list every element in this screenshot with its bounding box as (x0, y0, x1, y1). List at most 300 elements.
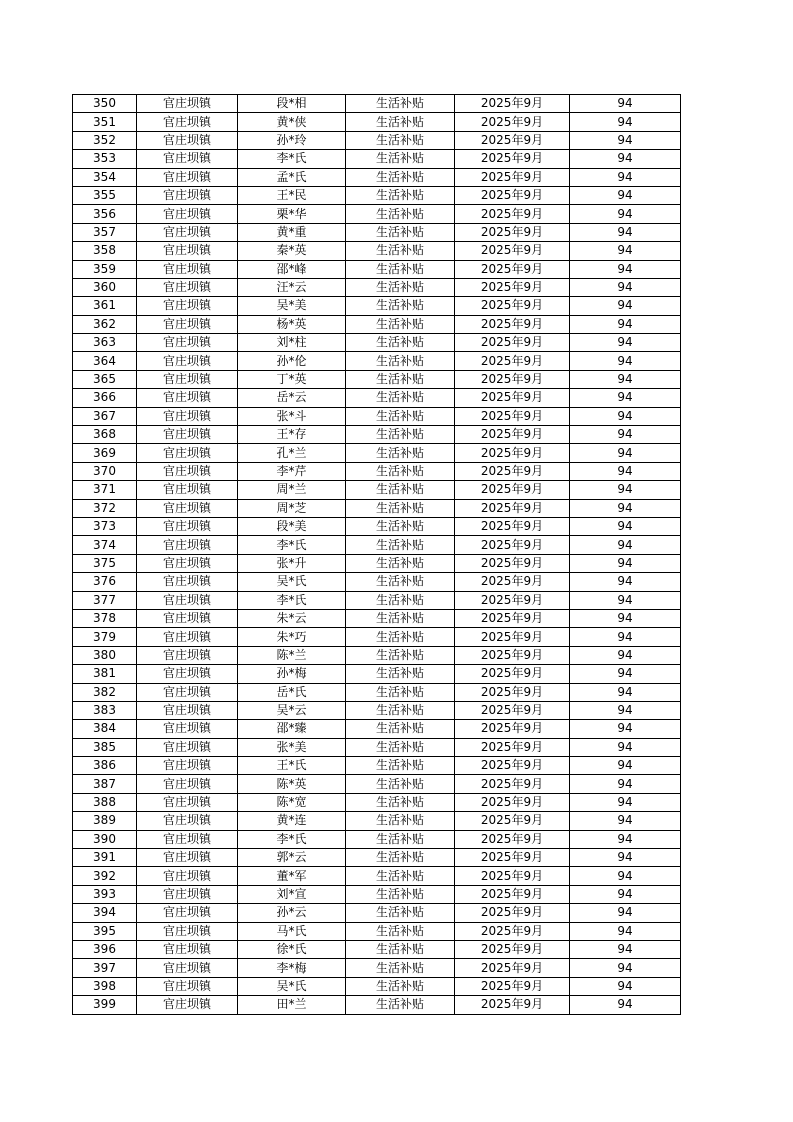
row-number-cell: 379 (73, 628, 137, 646)
table-row (73, 407, 681, 425)
row-number-cell: 381 (73, 665, 137, 683)
row-number-cell: 380 (73, 646, 137, 664)
table-row (73, 186, 681, 204)
town-cell: 官庄坝镇 (137, 867, 238, 885)
period-cell: 2025年9月 (455, 738, 570, 756)
table-row (73, 738, 681, 756)
name-cell: 丁*英 (238, 370, 346, 388)
row-number-cell: 371 (73, 481, 137, 499)
row-number-cell: 359 (73, 260, 137, 278)
subsidy-type-cell: 生活补贴 (346, 223, 455, 241)
amount-cell: 94 (570, 370, 681, 388)
name-cell: 李*芹 (238, 462, 346, 480)
row-number-cell: 378 (73, 609, 137, 627)
subsidy-type-cell: 生活补贴 (346, 812, 455, 830)
amount-cell: 94 (570, 628, 681, 646)
amount-cell: 94 (570, 113, 681, 131)
subsidy-type-cell: 生活补贴 (346, 701, 455, 719)
name-cell: 吴*氏 (238, 573, 346, 591)
row-number-cell: 357 (73, 223, 137, 241)
period-cell: 2025年9月 (455, 683, 570, 701)
table-row (73, 720, 681, 738)
subsidy-type-cell: 生活补贴 (346, 278, 455, 296)
town-cell: 官庄坝镇 (137, 462, 238, 480)
name-cell: 王*存 (238, 426, 346, 444)
town-cell: 官庄坝镇 (137, 517, 238, 535)
subsidy-type-cell: 生活补贴 (346, 849, 455, 867)
town-cell: 官庄坝镇 (137, 720, 238, 738)
subsidy-type-cell: 生活补贴 (346, 517, 455, 535)
table-row (73, 757, 681, 775)
town-cell: 官庄坝镇 (137, 278, 238, 296)
period-cell: 2025年9月 (455, 168, 570, 186)
table-row (73, 959, 681, 977)
amount-cell: 94 (570, 775, 681, 793)
table-row (73, 444, 681, 462)
subsidy-type-cell: 生活补贴 (346, 205, 455, 223)
amount-cell: 94 (570, 315, 681, 333)
row-number-cell: 387 (73, 775, 137, 793)
town-cell: 官庄坝镇 (137, 738, 238, 756)
amount-cell: 94 (570, 959, 681, 977)
town-cell: 官庄坝镇 (137, 904, 238, 922)
name-cell: 朱*巧 (238, 628, 346, 646)
subsidy-type-cell: 生活补贴 (346, 757, 455, 775)
row-number-cell: 389 (73, 812, 137, 830)
subsidy-type-cell: 生活补贴 (346, 904, 455, 922)
period-cell: 2025年9月 (455, 849, 570, 867)
table-row (73, 205, 681, 223)
row-number-cell: 377 (73, 591, 137, 609)
amount-cell: 94 (570, 793, 681, 811)
name-cell: 李*氏 (238, 150, 346, 168)
amount-cell: 94 (570, 536, 681, 554)
name-cell: 马*氏 (238, 922, 346, 940)
period-cell: 2025年9月 (455, 462, 570, 480)
table-row (73, 867, 681, 885)
row-number-cell: 356 (73, 205, 137, 223)
amount-cell: 94 (570, 278, 681, 296)
town-cell: 官庄坝镇 (137, 407, 238, 425)
amount-cell: 94 (570, 573, 681, 591)
subsidy-type-cell: 生活补贴 (346, 554, 455, 572)
table-row (73, 278, 681, 296)
name-cell: 孙*梅 (238, 665, 346, 683)
town-cell: 官庄坝镇 (137, 260, 238, 278)
period-cell: 2025年9月 (455, 426, 570, 444)
period-cell: 2025年9月 (455, 370, 570, 388)
subsidy-type-cell: 生活补贴 (346, 830, 455, 848)
subsidy-type-cell: 生活补贴 (346, 242, 455, 260)
amount-cell: 94 (570, 444, 681, 462)
table-row (73, 849, 681, 867)
table-row (73, 922, 681, 940)
period-cell: 2025年9月 (455, 334, 570, 352)
amount-cell: 94 (570, 996, 681, 1014)
name-cell: 黄*侠 (238, 113, 346, 131)
table-row (73, 242, 681, 260)
period-cell: 2025年9月 (455, 278, 570, 296)
town-cell: 官庄坝镇 (137, 242, 238, 260)
name-cell: 岳*氏 (238, 683, 346, 701)
subsidy-type-cell: 生活补贴 (346, 334, 455, 352)
period-cell: 2025年9月 (455, 830, 570, 848)
name-cell: 孙*玲 (238, 131, 346, 149)
row-number-cell: 374 (73, 536, 137, 554)
amount-cell: 94 (570, 867, 681, 885)
name-cell: 张*美 (238, 738, 346, 756)
subsidy-type-cell: 生活补贴 (346, 260, 455, 278)
town-cell: 官庄坝镇 (137, 113, 238, 131)
table-row (73, 904, 681, 922)
period-cell: 2025年9月 (455, 812, 570, 830)
town-cell: 官庄坝镇 (137, 609, 238, 627)
amount-cell: 94 (570, 940, 681, 958)
subsidy-type-cell: 生活补贴 (346, 352, 455, 370)
row-number-cell: 395 (73, 922, 137, 940)
name-cell: 杨*英 (238, 315, 346, 333)
amount-cell: 94 (570, 609, 681, 627)
subsidy-type-cell: 生活补贴 (346, 113, 455, 131)
period-cell: 2025年9月 (455, 242, 570, 260)
name-cell: 孙*伦 (238, 352, 346, 370)
subsidy-type-cell: 生活补贴 (346, 573, 455, 591)
name-cell: 郭*云 (238, 849, 346, 867)
town-cell: 官庄坝镇 (137, 573, 238, 591)
table-row (73, 591, 681, 609)
amount-cell: 94 (570, 481, 681, 499)
name-cell: 秦*英 (238, 242, 346, 260)
town-cell: 官庄坝镇 (137, 481, 238, 499)
row-number-cell: 394 (73, 904, 137, 922)
table-row (73, 481, 681, 499)
period-cell: 2025年9月 (455, 131, 570, 149)
town-cell: 官庄坝镇 (137, 223, 238, 241)
town-cell: 官庄坝镇 (137, 701, 238, 719)
amount-cell: 94 (570, 665, 681, 683)
amount-cell: 94 (570, 922, 681, 940)
subsidy-type-cell: 生活补贴 (346, 407, 455, 425)
town-cell: 官庄坝镇 (137, 812, 238, 830)
name-cell: 陈*兰 (238, 646, 346, 664)
period-cell: 2025年9月 (455, 536, 570, 554)
table-row (73, 389, 681, 407)
table-row (73, 223, 681, 241)
name-cell: 刘*柱 (238, 334, 346, 352)
subsidy-type-cell: 生活补贴 (346, 481, 455, 499)
table-row (73, 168, 681, 186)
period-cell: 2025年9月 (455, 720, 570, 738)
period-cell: 2025年9月 (455, 223, 570, 241)
town-cell: 官庄坝镇 (137, 591, 238, 609)
table-row (73, 646, 681, 664)
table-row (73, 793, 681, 811)
table-row (73, 352, 681, 370)
period-cell: 2025年9月 (455, 186, 570, 204)
subsidy-type-cell: 生活补贴 (346, 775, 455, 793)
table-row (73, 260, 681, 278)
subsidy-type-cell: 生活补贴 (346, 720, 455, 738)
town-cell: 官庄坝镇 (137, 885, 238, 903)
subsidy-type-cell: 生活补贴 (346, 665, 455, 683)
name-cell: 周*芝 (238, 499, 346, 517)
period-cell: 2025年9月 (455, 260, 570, 278)
row-number-cell: 386 (73, 757, 137, 775)
table-row (73, 95, 681, 113)
row-number-cell: 388 (73, 793, 137, 811)
name-cell: 段*美 (238, 517, 346, 535)
subsidy-type-cell: 生活补贴 (346, 297, 455, 315)
row-number-cell: 383 (73, 701, 137, 719)
period-cell: 2025年9月 (455, 315, 570, 333)
amount-cell: 94 (570, 904, 681, 922)
table-row (73, 665, 681, 683)
subsidy-type-cell: 生活补贴 (346, 996, 455, 1014)
table-row (73, 462, 681, 480)
period-cell: 2025年9月 (455, 996, 570, 1014)
amount-cell: 94 (570, 242, 681, 260)
subsidy-type-cell: 生活补贴 (346, 370, 455, 388)
subsidy-type-cell: 生活补贴 (346, 131, 455, 149)
town-cell: 官庄坝镇 (137, 940, 238, 958)
name-cell: 邵*峰 (238, 260, 346, 278)
period-cell: 2025年9月 (455, 297, 570, 315)
subsidy-type-cell: 生活补贴 (346, 389, 455, 407)
amount-cell: 94 (570, 389, 681, 407)
amount-cell: 94 (570, 131, 681, 149)
row-number-cell: 376 (73, 573, 137, 591)
table-row (73, 683, 681, 701)
period-cell: 2025年9月 (455, 757, 570, 775)
row-number-cell: 365 (73, 370, 137, 388)
name-cell: 孔*兰 (238, 444, 346, 462)
period-cell: 2025年9月 (455, 444, 570, 462)
table-row (73, 628, 681, 646)
table-row (73, 315, 681, 333)
amount-cell: 94 (570, 426, 681, 444)
town-cell: 官庄坝镇 (137, 444, 238, 462)
town-cell: 官庄坝镇 (137, 849, 238, 867)
town-cell: 官庄坝镇 (137, 150, 238, 168)
town-cell: 官庄坝镇 (137, 389, 238, 407)
name-cell: 岳*云 (238, 389, 346, 407)
town-cell: 官庄坝镇 (137, 554, 238, 572)
amount-cell: 94 (570, 812, 681, 830)
amount-cell: 94 (570, 830, 681, 848)
town-cell: 官庄坝镇 (137, 959, 238, 977)
row-number-cell: 390 (73, 830, 137, 848)
row-number-cell: 352 (73, 131, 137, 149)
period-cell: 2025年9月 (455, 517, 570, 535)
period-cell: 2025年9月 (455, 389, 570, 407)
period-cell: 2025年9月 (455, 499, 570, 517)
row-number-cell: 355 (73, 186, 137, 204)
row-number-cell: 397 (73, 959, 137, 977)
table-row (73, 499, 681, 517)
table-row (73, 536, 681, 554)
amount-cell: 94 (570, 591, 681, 609)
amount-cell: 94 (570, 223, 681, 241)
period-cell: 2025年9月 (455, 554, 570, 572)
subsidy-type-cell: 生活补贴 (346, 885, 455, 903)
subsidy-type-cell: 生活补贴 (346, 683, 455, 701)
amount-cell: 94 (570, 720, 681, 738)
table-row (73, 131, 681, 149)
amount-cell: 94 (570, 757, 681, 775)
name-cell: 董*军 (238, 867, 346, 885)
table-row (73, 996, 681, 1014)
subsidy-type-cell: 生活补贴 (346, 499, 455, 517)
subsidy-type-cell: 生活补贴 (346, 867, 455, 885)
roster-body (73, 95, 681, 1015)
subsidy-type-cell: 生活补贴 (346, 168, 455, 186)
town-cell: 官庄坝镇 (137, 186, 238, 204)
town-cell: 官庄坝镇 (137, 536, 238, 554)
amount-cell: 94 (570, 205, 681, 223)
town-cell: 官庄坝镇 (137, 996, 238, 1014)
name-cell: 栗*华 (238, 205, 346, 223)
name-cell: 段*相 (238, 95, 346, 113)
period-cell: 2025年9月 (455, 481, 570, 499)
table-row (73, 554, 681, 572)
town-cell: 官庄坝镇 (137, 499, 238, 517)
row-number-cell: 384 (73, 720, 137, 738)
town-cell: 官庄坝镇 (137, 977, 238, 995)
town-cell: 官庄坝镇 (137, 352, 238, 370)
table-row (73, 609, 681, 627)
table-row (73, 426, 681, 444)
amount-cell: 94 (570, 738, 681, 756)
name-cell: 汪*云 (238, 278, 346, 296)
town-cell: 官庄坝镇 (137, 205, 238, 223)
town-cell: 官庄坝镇 (137, 683, 238, 701)
name-cell: 陈*英 (238, 775, 346, 793)
table-row (73, 113, 681, 131)
subsidy-type-cell: 生活补贴 (346, 940, 455, 958)
amount-cell: 94 (570, 168, 681, 186)
period-cell: 2025年9月 (455, 959, 570, 977)
period-cell: 2025年9月 (455, 113, 570, 131)
row-number-cell: 363 (73, 334, 137, 352)
table-row (73, 297, 681, 315)
subsidy-roster-table (72, 94, 681, 1015)
name-cell: 邵*臻 (238, 720, 346, 738)
amount-cell: 94 (570, 683, 681, 701)
amount-cell: 94 (570, 462, 681, 480)
name-cell: 陈*宽 (238, 793, 346, 811)
amount-cell: 94 (570, 885, 681, 903)
table-row (73, 977, 681, 995)
table-row (73, 885, 681, 903)
subsidy-type-cell: 生活补贴 (346, 977, 455, 995)
name-cell: 吴*美 (238, 297, 346, 315)
name-cell: 朱*云 (238, 609, 346, 627)
name-cell: 孟*氏 (238, 168, 346, 186)
town-cell: 官庄坝镇 (137, 426, 238, 444)
period-cell: 2025年9月 (455, 904, 570, 922)
subsidy-type-cell: 生活补贴 (346, 536, 455, 554)
amount-cell: 94 (570, 646, 681, 664)
period-cell: 2025年9月 (455, 95, 570, 113)
row-number-cell: 361 (73, 297, 137, 315)
amount-cell: 94 (570, 499, 681, 517)
row-number-cell: 351 (73, 113, 137, 131)
town-cell: 官庄坝镇 (137, 370, 238, 388)
name-cell: 王*氏 (238, 757, 346, 775)
period-cell: 2025年9月 (455, 591, 570, 609)
name-cell: 李*氏 (238, 830, 346, 848)
period-cell: 2025年9月 (455, 922, 570, 940)
row-number-cell: 360 (73, 278, 137, 296)
subsidy-type-cell: 生活补贴 (346, 793, 455, 811)
subsidy-type-cell: 生活补贴 (346, 609, 455, 627)
town-cell: 官庄坝镇 (137, 922, 238, 940)
amount-cell: 94 (570, 554, 681, 572)
town-cell: 官庄坝镇 (137, 793, 238, 811)
period-cell: 2025年9月 (455, 628, 570, 646)
name-cell: 王*民 (238, 186, 346, 204)
row-number-cell: 364 (73, 352, 137, 370)
table-row (73, 775, 681, 793)
name-cell: 孙*云 (238, 904, 346, 922)
town-cell: 官庄坝镇 (137, 830, 238, 848)
amount-cell: 94 (570, 334, 681, 352)
subsidy-type-cell: 生活补贴 (346, 444, 455, 462)
town-cell: 官庄坝镇 (137, 757, 238, 775)
name-cell: 张*斗 (238, 407, 346, 425)
period-cell: 2025年9月 (455, 205, 570, 223)
period-cell: 2025年9月 (455, 573, 570, 591)
period-cell: 2025年9月 (455, 665, 570, 683)
table-row (73, 334, 681, 352)
amount-cell: 94 (570, 186, 681, 204)
period-cell: 2025年9月 (455, 885, 570, 903)
table-row (73, 150, 681, 168)
name-cell: 李*梅 (238, 959, 346, 977)
town-cell: 官庄坝镇 (137, 775, 238, 793)
amount-cell: 94 (570, 407, 681, 425)
subsidy-type-cell: 生活补贴 (346, 150, 455, 168)
amount-cell: 94 (570, 517, 681, 535)
row-number-cell: 372 (73, 499, 137, 517)
row-number-cell: 354 (73, 168, 137, 186)
subsidy-type-cell: 生活补贴 (346, 922, 455, 940)
period-cell: 2025年9月 (455, 352, 570, 370)
town-cell: 官庄坝镇 (137, 168, 238, 186)
town-cell: 官庄坝镇 (137, 646, 238, 664)
row-number-cell: 375 (73, 554, 137, 572)
row-number-cell: 392 (73, 867, 137, 885)
name-cell: 黄*重 (238, 223, 346, 241)
table-row (73, 940, 681, 958)
row-number-cell: 358 (73, 242, 137, 260)
table-row (73, 830, 681, 848)
table-row (73, 812, 681, 830)
name-cell: 刘*宣 (238, 885, 346, 903)
name-cell: 李*氏 (238, 536, 346, 554)
subsidy-type-cell: 生活补贴 (346, 186, 455, 204)
name-cell: 李*氏 (238, 591, 346, 609)
row-number-cell: 368 (73, 426, 137, 444)
row-number-cell: 366 (73, 389, 137, 407)
row-number-cell: 367 (73, 407, 137, 425)
name-cell: 吴*氏 (238, 977, 346, 995)
row-number-cell: 391 (73, 849, 137, 867)
period-cell: 2025年9月 (455, 609, 570, 627)
period-cell: 2025年9月 (455, 150, 570, 168)
row-number-cell: 370 (73, 462, 137, 480)
town-cell: 官庄坝镇 (137, 131, 238, 149)
